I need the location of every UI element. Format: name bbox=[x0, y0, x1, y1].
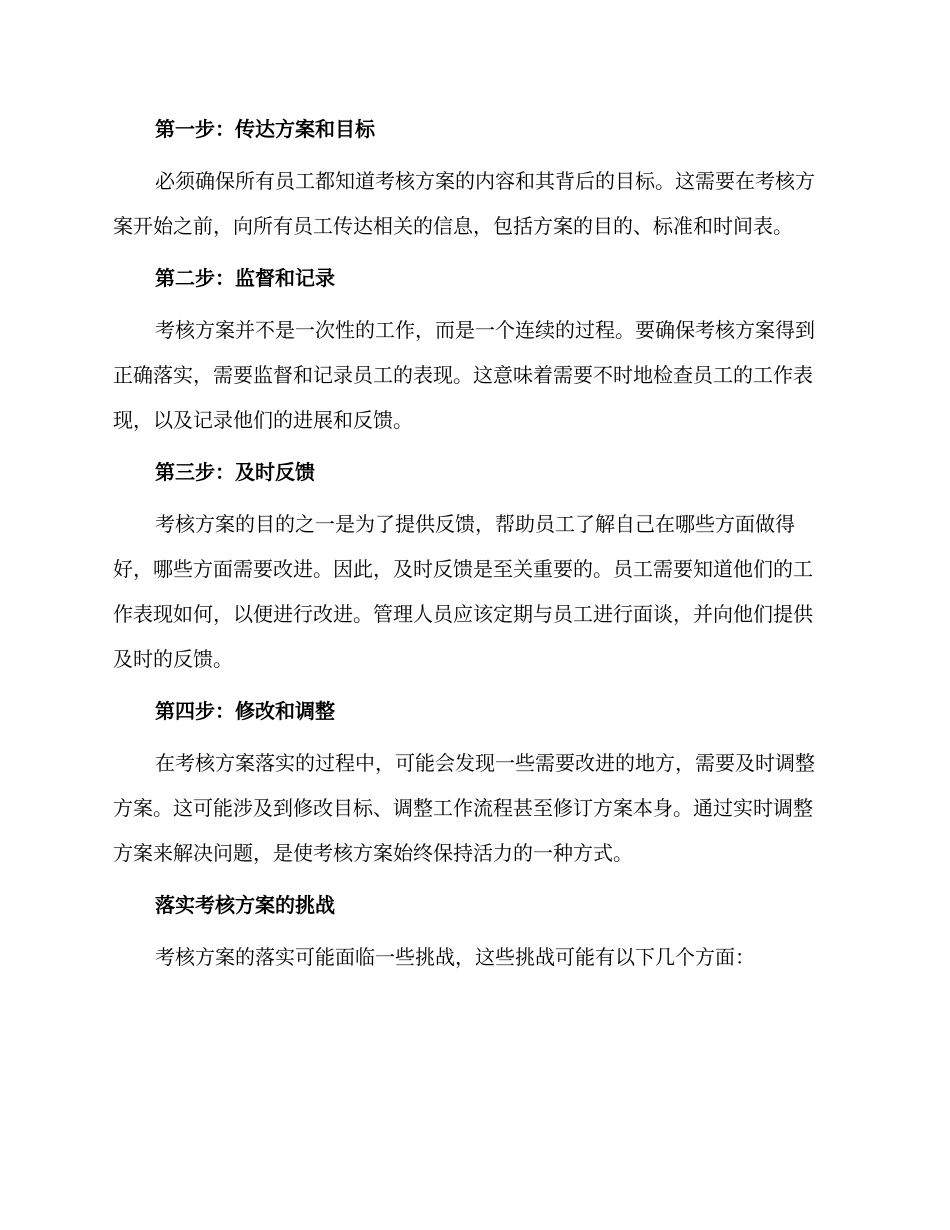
section-paragraph-5: 考核方案的落实可能面临一些挑战，这些挑战可能有以下几个方面： bbox=[155, 945, 755, 969]
section-heading-2: 第二步：监督和记录 bbox=[155, 266, 335, 290]
section-heading-1: 第一步：传达方案和目标 bbox=[155, 117, 375, 141]
section-paragraph-3: 考核方案的目的之一是为了提供反馈，帮助员工了解自己在哪些方面做得好，哪些方面需要改进。因此，及时反馈是至关重要的。员工需要知道他们的工作表现如何，以便进行改进。管理人员应该定期与员工进行面谈，并向他们提供及时的反馈。 bbox=[113, 512, 813, 671]
section-heading-4: 第四步：修改和调整 bbox=[155, 699, 335, 723]
section-heading-3: 第三步：及时反馈 bbox=[155, 460, 315, 484]
document-body bbox=[113, 110, 830, 980]
section-paragraph-4: 在考核方案落实的过程中，可能会发现一些需要改进的地方，需要及时调整方案。这可能涉及到修改目标、调整工作流程甚至修订方案本身。通过实时调整方案来解决问题，是使考核方案始终保持活力的一种方式。 bbox=[113, 751, 815, 865]
section-paragraph-1: 必须确保所有员工都知道考核方案的内容和其背后的目标。这需要在考核方案开始之前，向所有员工传达相关的信息，包括方案的目的、标准和时间表。 bbox=[113, 169, 815, 238]
section-heading-5: 落实考核方案的挑战 bbox=[155, 893, 335, 917]
section-paragraph-2: 考核方案并不是一次性的工作，而是一个连续的过程。要确保考核方案得到正确落实，需要监督和记录员工的表现。这意味着需要不时地检查员工的工作表现，以及记录他们的进展和反馈。 bbox=[113, 318, 815, 432]
